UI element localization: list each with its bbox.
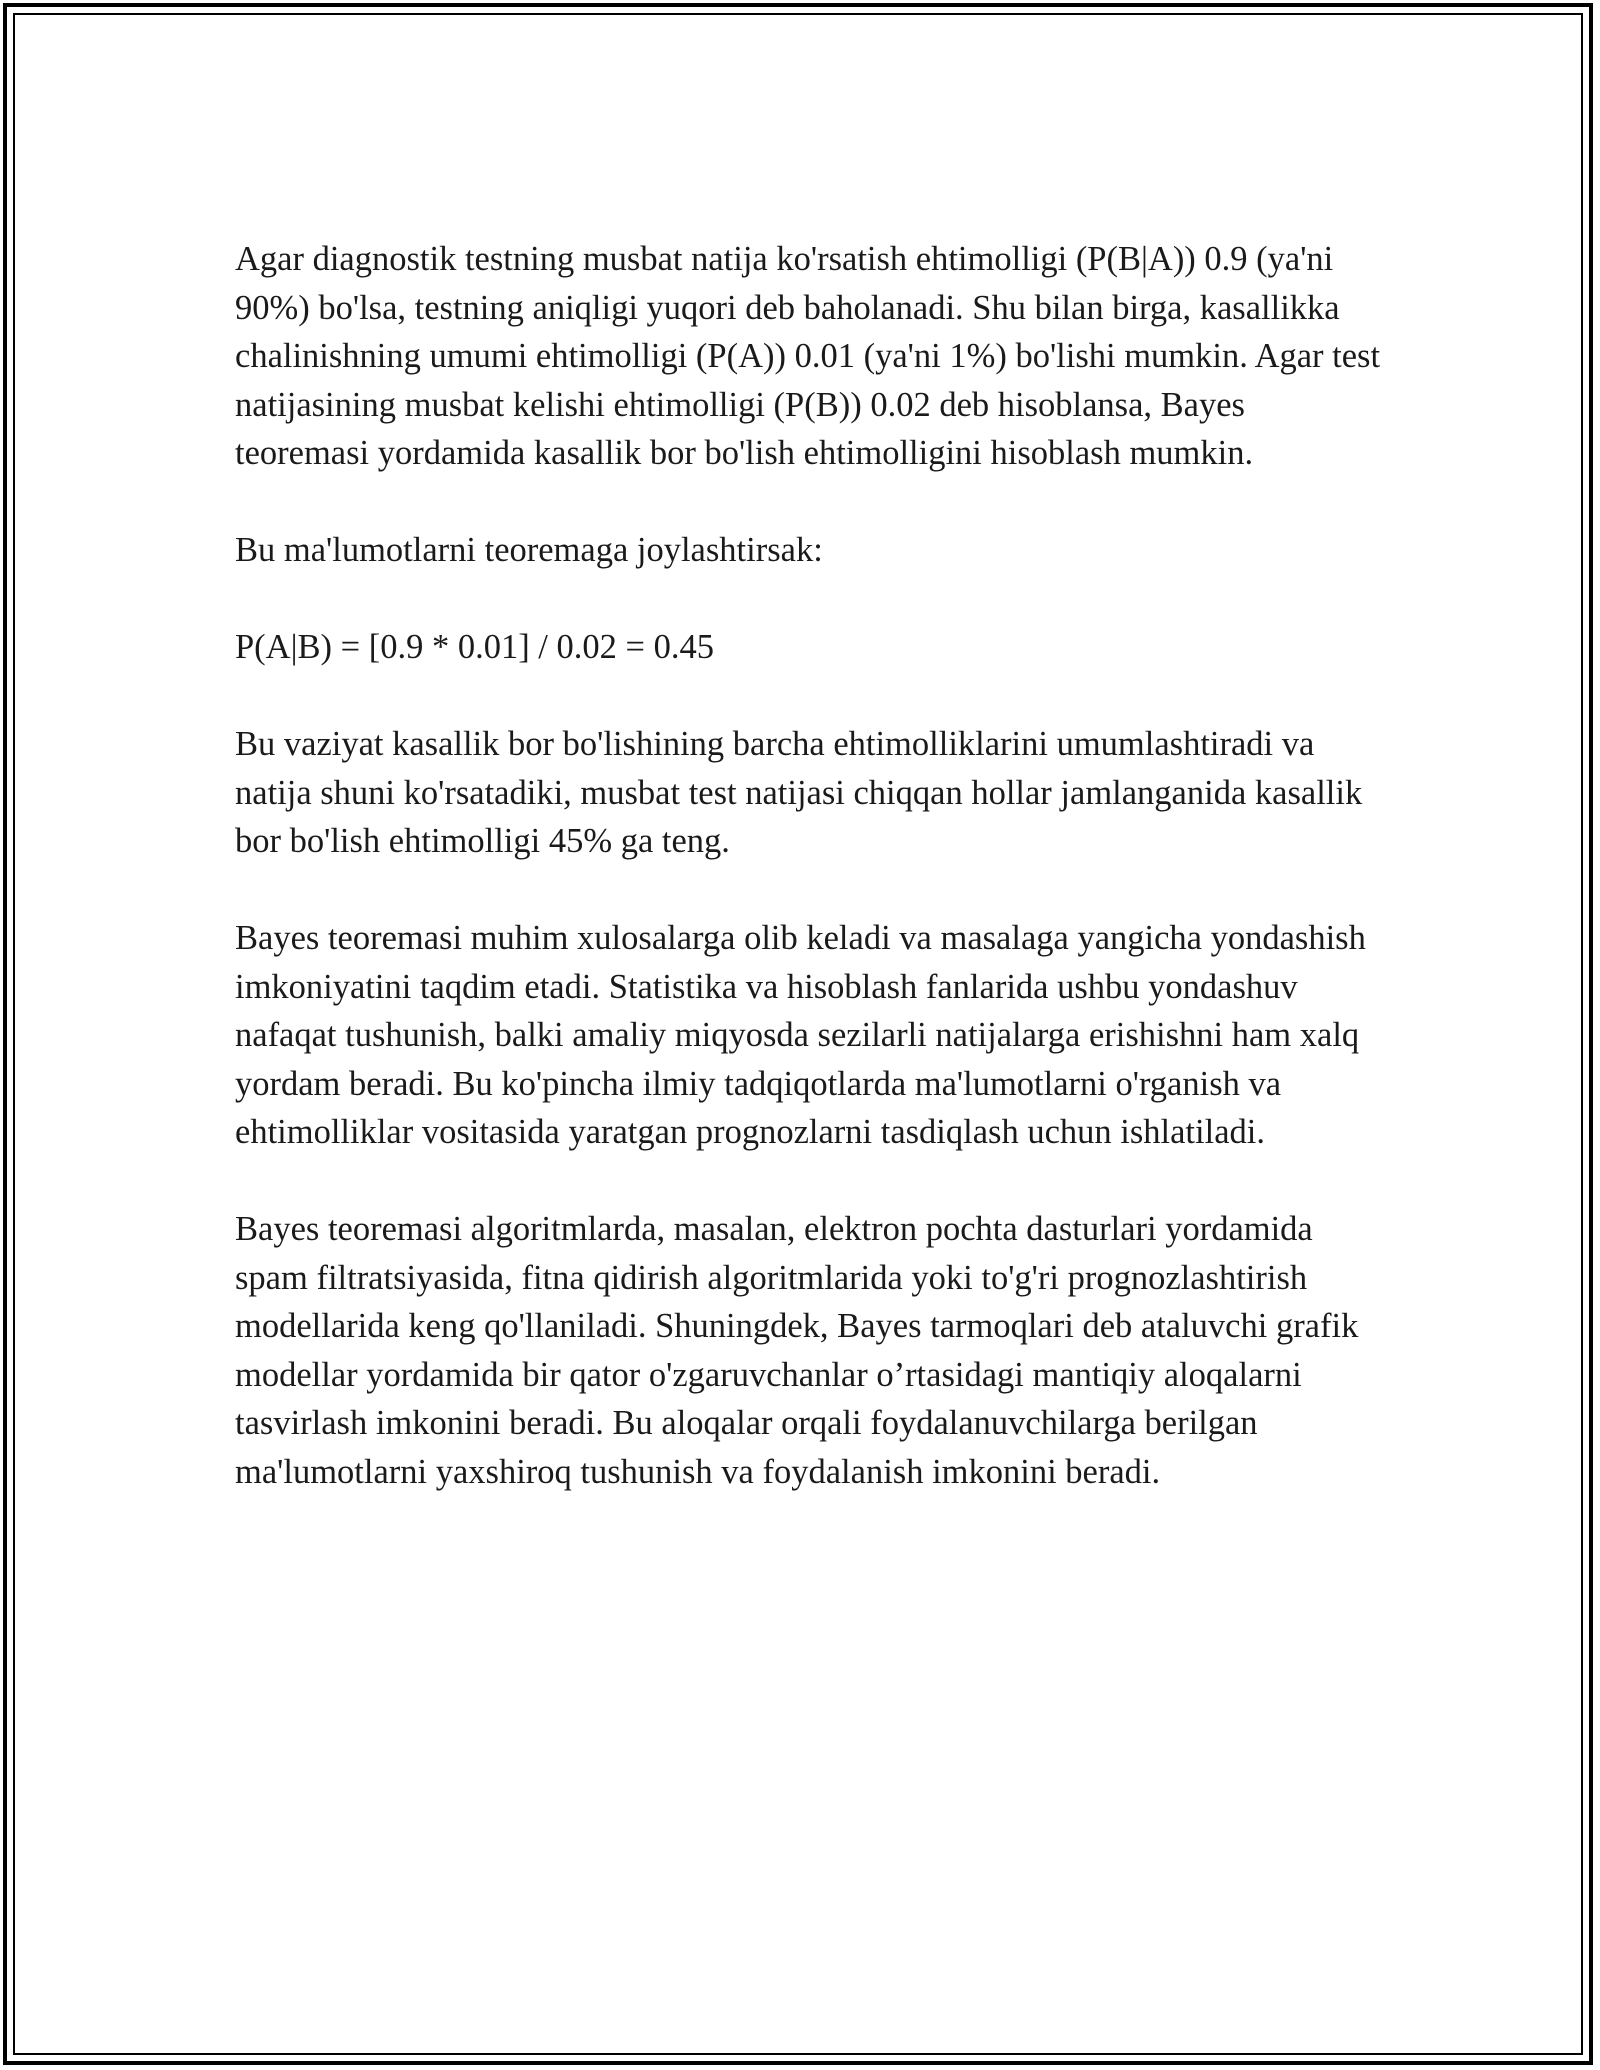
formula-line: P(A|B) = [0.9 * 0.01] / 0.02 = 0.45	[235, 628, 714, 666]
document-body	[235, 235, 1385, 1545]
paragraph-bayes-example-intro: Agar diagnostik testning musbat natija ko'rsatish ehtimolligi (P(B|A)) 0.9 (ya'ni 90%) bo'lsa, testning aniqligi yuqori deb baholanadi. Shu bilan birga, kasallikka chalinishning umumi ehtimolligi (P(A)) 0.01 (ya'ni 1%) bo'lishi mumkin. Agar test natijasining musbat kelishi ehtimolligi (P(B)) 0.02 deb hisoblansa, Bayes teoremasi yordamida kasallik bor bo'lish ehtimolligini hisoblash mumkin.	[235, 240, 1381, 472]
paragraph-bayes-applications: Bayes teoremasi algoritmlarda, masalan, elektron pochta dasturlari yordamida spam filtratsiyasida, fitna qidirish algoritmlarida yoki to'g'ri prognozlashtirish modellarida keng qo'llaniladi. Shuningdek, Bayes tarmoqlari deb ataluvchi grafik modellar yordamida bir qator o'zgaruvchanlar o’rtasidagi mantiqiy aloqalarni tasvirlash imkonini beradi. Bu aloqalar orqali foydalanuvchilarga berilgan ma'lumotlarni yaxshiroq tushunish va foydalanish imkonini beradi.	[235, 1210, 1359, 1491]
paragraph-result-summary: Bu vaziyat kasallik bor bo'lishining barcha ehtimolliklarini umumlashtiradi va natija shuni ko'rsatadiki, musbat test natijasi chiqqan hollar jamlanganida kasallik bor bo'lish ehtimolligi 45% ga teng.	[235, 725, 1363, 860]
paragraph-bayes-importance: Bayes teoremasi muhim xulosalarga olib keladi va masalaga yangicha yondashish imkoniyatini taqdim etadi. Statistika va hisoblash fanlarida ushbu yondashuv nafaqat tushunish, balki amaliy miqyosda sezilarli natijalarga erishishni ham xalq yordam beradi. Bu ko'pincha ilmiy tadqiqotlarda ma'lumotlarni o'rganish va ehtimolliklar vositasida yaratgan prognozlarni tasdiqlash uchun ishlatiladi.	[235, 919, 1366, 1151]
paragraph-substitution-lead: Bu ma'lumotlarni teoremaga joylashtirsak:	[235, 531, 823, 569]
